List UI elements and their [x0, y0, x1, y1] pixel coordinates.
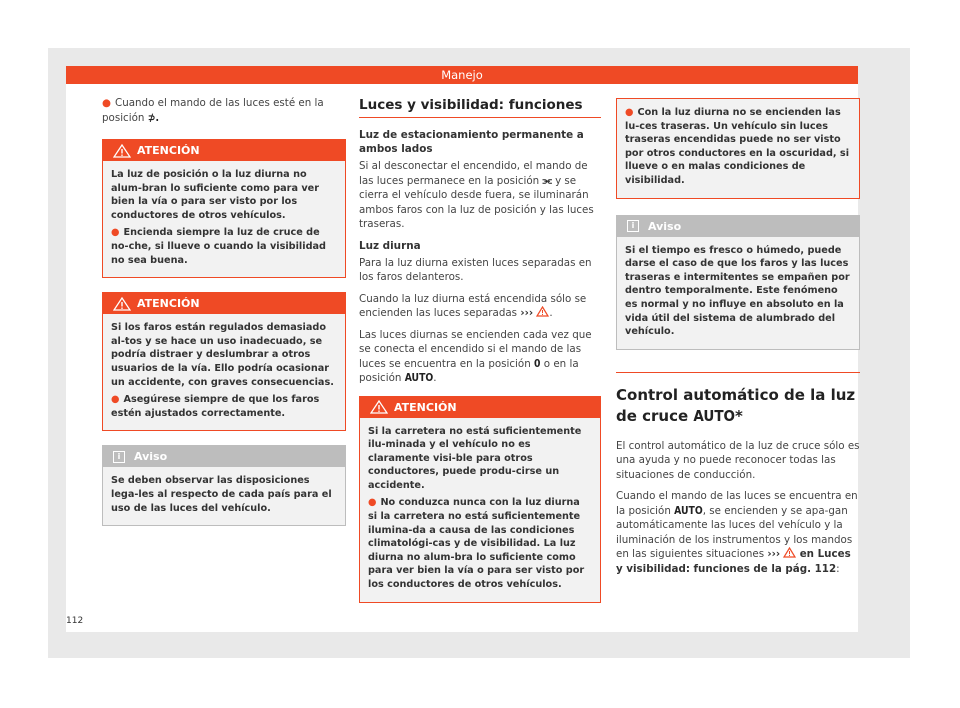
column-left: [102, 96, 346, 540]
column-middle: [359, 96, 601, 617]
bullet-icon: ●: [102, 97, 111, 109]
paragraph: Cuando la luz diurna está encendida sólo se encienden las luces separadas ››› .: [359, 292, 587, 319]
auto-position-symbol: AUTO: [404, 372, 434, 384]
reference-arrows: ›››: [767, 548, 781, 561]
parking-light-symbol: ⫘: [542, 174, 552, 187]
section-heading: Luces y visibilidad: funciones: [359, 96, 601, 118]
paragraph: Cuando el mando de las luces se encuentra en la posición AUTO, se encienden y se apa-gan automáticamente las luces del vehículo y la iluminación de los instrumentos y los mandos en las siguientes situaciones ››› en Luces y visibilidad: funciones de la pág. 112:: [616, 490, 858, 575]
warning-body: [360, 418, 600, 602]
warning-triangle-icon: [783, 547, 796, 558]
auto-position-symbol: AUTO: [693, 406, 736, 425]
aviso-title: Aviso: [648, 219, 682, 233]
off-position-symbol: 0: [534, 357, 541, 370]
subheading: Luz de estacionamiento permanente a ambos lados: [359, 129, 584, 155]
section-heading: Control automático de la luz de cruce AUTO*: [616, 385, 856, 425]
warning-text: Si la carretera no está suficientemente ilu-minada y el vehículo no es claramente visi-ble para otros conductores, puede produ-cirse un accidente.: [368, 425, 582, 491]
warning-title: ATENCIÓN: [137, 297, 200, 311]
aviso-text: Si el tiempo es fresco o húmedo, puede darse el caso de que los faros y las luces traseras e intermitentes se empañen por dentro temporalmente. Este fenómeno es normal y no influye en absoluto en la vida útil del sistema de alumbrado del vehículo.: [625, 244, 850, 338]
section-title: Manejo: [441, 68, 483, 82]
warning-triangle-icon: [113, 144, 131, 158]
intro-bullet: ● Cuando el mando de las luces esté en la posición ⊅.: [102, 97, 324, 124]
auto-position-symbol: AUTO: [674, 504, 703, 517]
info-square-icon: i: [627, 220, 639, 232]
subheading: Luz diurna: [359, 239, 421, 252]
paragraph: Las luces diurnas se encienden cada vez que se conecta el encendido si el mando de las luces se encuentra en la posición 0 o en la posición AUTO.: [359, 328, 592, 384]
paragraph: Para la luz diurna existen luces separadas en los faros delanteros.: [359, 256, 592, 283]
bullet-icon: ●: [111, 227, 120, 239]
warning-continued-box: [616, 98, 860, 199]
aviso-text: Se deben observar las disposiciones lega-les al respecto de cada país para el uso de las luces del vehículo.: [111, 475, 332, 514]
warning-text: Si los faros están regulados demasiado al-tos y se hace un uso inadecuado, se podría distraer y deslumbrar a otros usuarios de la vía. Ello podría ocasionar un accidente, con graves consecuencias.: [111, 322, 334, 388]
info-square-icon: i: [113, 451, 125, 463]
aviso-title: Aviso: [134, 450, 168, 464]
paragraph: Si al desconectar el encendido, el mando de las luces permanece en la posición ⫘ y se cierra el vehículo desde fuera, se iluminarán ambos faros con la luz de posición y las luces traseras.: [359, 160, 594, 230]
warning-box: [102, 292, 346, 431]
position-light-symbol: ⊅.: [147, 111, 159, 124]
reference-arrows: ›››: [520, 307, 534, 319]
warning-bullet: ● No conduzca nunca con la luz diurna si la carretera no está suficientemente ilumina-da a causa de las condiciones climatológi-cas y de visibilidad. La luz diurna no alum-bra lo suficiente como para ver bien la vía o para ser visto por los conductores de otros vehículos.: [368, 497, 585, 591]
aviso-body: [103, 467, 345, 525]
warning-box: [359, 396, 601, 603]
aviso-box: [102, 445, 346, 526]
warning-triangle-icon: [536, 306, 549, 317]
warning-bullet: ● Encienda siempre la luz de cruce de no-che, si llueve o cuando la visibilidad no sea buena.: [111, 227, 326, 266]
aviso-box: [616, 215, 860, 350]
warning-triangle-icon: [370, 400, 388, 414]
warning-triangle-icon: [113, 297, 131, 311]
warning-body: [103, 161, 345, 277]
column-right: [616, 96, 860, 583]
warning-header: [360, 397, 600, 418]
aviso-header: [617, 216, 859, 237]
warning-title: ATENCIÓN: [137, 144, 200, 157]
section-header: [66, 66, 858, 84]
bullet-icon: ●: [368, 497, 377, 509]
aviso-header: [103, 446, 345, 467]
paragraph: El control automático de la luz de cruce sólo es una ayuda y no puede reconocer todas las situaciones de conducción.: [616, 439, 860, 481]
cross-reference-link[interactable]: en Luces y visibilidad: funciones de la pág. 112: [616, 548, 851, 575]
section-divider: [616, 372, 860, 373]
warning-header: [103, 140, 345, 161]
manual-page: [66, 66, 858, 632]
bullet-icon: ●: [625, 107, 634, 118]
aviso-body: [617, 237, 859, 349]
warning-header: [103, 293, 345, 314]
warning-body: [103, 314, 345, 430]
warning-bullet: ● Asegúrese siempre de que los faros estén ajustados correctamente.: [111, 394, 320, 419]
bullet-icon: ●: [111, 394, 120, 406]
warning-text: La luz de posición o la luz diurna no alum-bran lo suficiente como para ver bien la vía o para ser visto por los conductores de otros vehículos.: [111, 169, 320, 221]
warning-bullet: ● Con la luz diurna no se encienden las lu-ces traseras. Un vehículo sin luces traseras encendidas puede no ser visto por otros conductores en la oscuridad, si llueve o en malas condiciones de visibilidad.: [625, 107, 850, 186]
warning-body: [617, 99, 859, 198]
page-number: 112: [66, 616, 84, 626]
warning-title: ATENCIÓN: [394, 400, 457, 414]
warning-box: [102, 139, 346, 278]
